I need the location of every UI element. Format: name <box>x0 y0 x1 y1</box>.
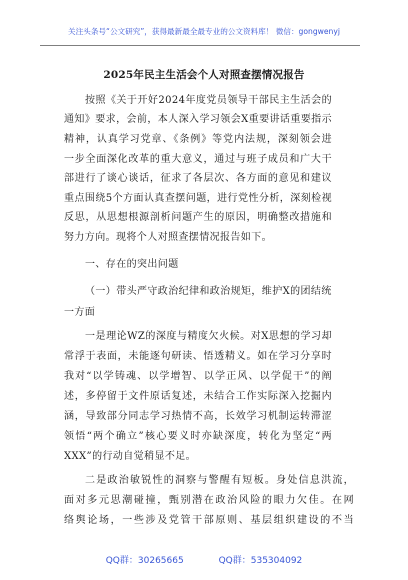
paragraph-line: 络舆论场，一些涉及党管干部原则、基层组织建设的不当 <box>64 515 354 526</box>
intro-line: 精神，认真学习党章、《条例》等党内法规，深刻领会进 <box>64 134 332 145</box>
intro-line: 按照《关于开好2024年度党员领导干部民主生活会的 <box>85 95 332 106</box>
footer-qq-group-1: QQ群：30265665 <box>105 556 184 566</box>
paragraph-line: 述，多停留于文件原话复述，未结合工作实际深入挖掘内 <box>64 391 332 402</box>
intro-line: 部进行了谈心谈话，征求了各层次、各方面的意见和建议 <box>64 173 332 184</box>
paragraph-line: 面对多元思潮碰撞，甄别潜在政治风险的眼力欠佳。在网 <box>64 495 354 506</box>
intro-line: 通知》要求，会前，本人深入学习领会X重要讲话重要指示 <box>64 114 332 125</box>
intro-line: 重点围绕5个方面认真查摆问题，进行党性分析，深刻检视 <box>64 193 332 204</box>
intro-line: 反思，从思想根源剖析问题产生的原因，明确整改措施和 <box>64 212 332 223</box>
paragraph-line: 一是理论WZ的深度与精度欠火候。对X思想的学习却 <box>85 331 332 342</box>
intro-line: 一步全面深化改革的重大意义，通过与班子成员和广大干 <box>64 154 332 165</box>
promo-header: 关注头条号“公文研究”，获得最新最全最专业的公文资料库！ 微信：gongwenyj <box>68 27 340 36</box>
paragraph-line: 我对“以学铸魂、以学增智、以学正风、以学促干”的阐 <box>64 371 332 382</box>
section-heading: 一、存在的突出问题 <box>85 259 179 270</box>
footer-qq-group-2: QQ群：535304092 <box>218 556 303 566</box>
paragraph-line: 二是政治敏锐性的洞察与警醒有短板。身处信息洪流， <box>85 475 354 486</box>
paragraph-line: 常浮于表面，未能逐句研读、悟透精义。如在学习分享时 <box>64 351 332 362</box>
paragraph-line: 领悟“两个确立”核心要义时亦缺深度，转化为坚定“两 <box>64 431 332 442</box>
footer-contact <box>0 554 408 568</box>
header-divider <box>40 45 360 46</box>
paragraph-line: XXX”的行动自觉稍显不足。 <box>64 451 197 462</box>
paragraph-line: 涵，导致部分同志学习热情不高，长效学习机制运转滞涩 <box>64 411 332 422</box>
subsection-heading: （一）带头严守政治纪律和政治规矩，维护X的团结统 <box>85 286 332 297</box>
subsection-heading-cont: 一方面 <box>64 307 96 318</box>
intro-line: 努力方向。现将个人对照查摆情况报告如下。 <box>64 232 272 243</box>
document-title: 2025年民主生活会个人对照查摆情况报告 <box>103 69 305 81</box>
